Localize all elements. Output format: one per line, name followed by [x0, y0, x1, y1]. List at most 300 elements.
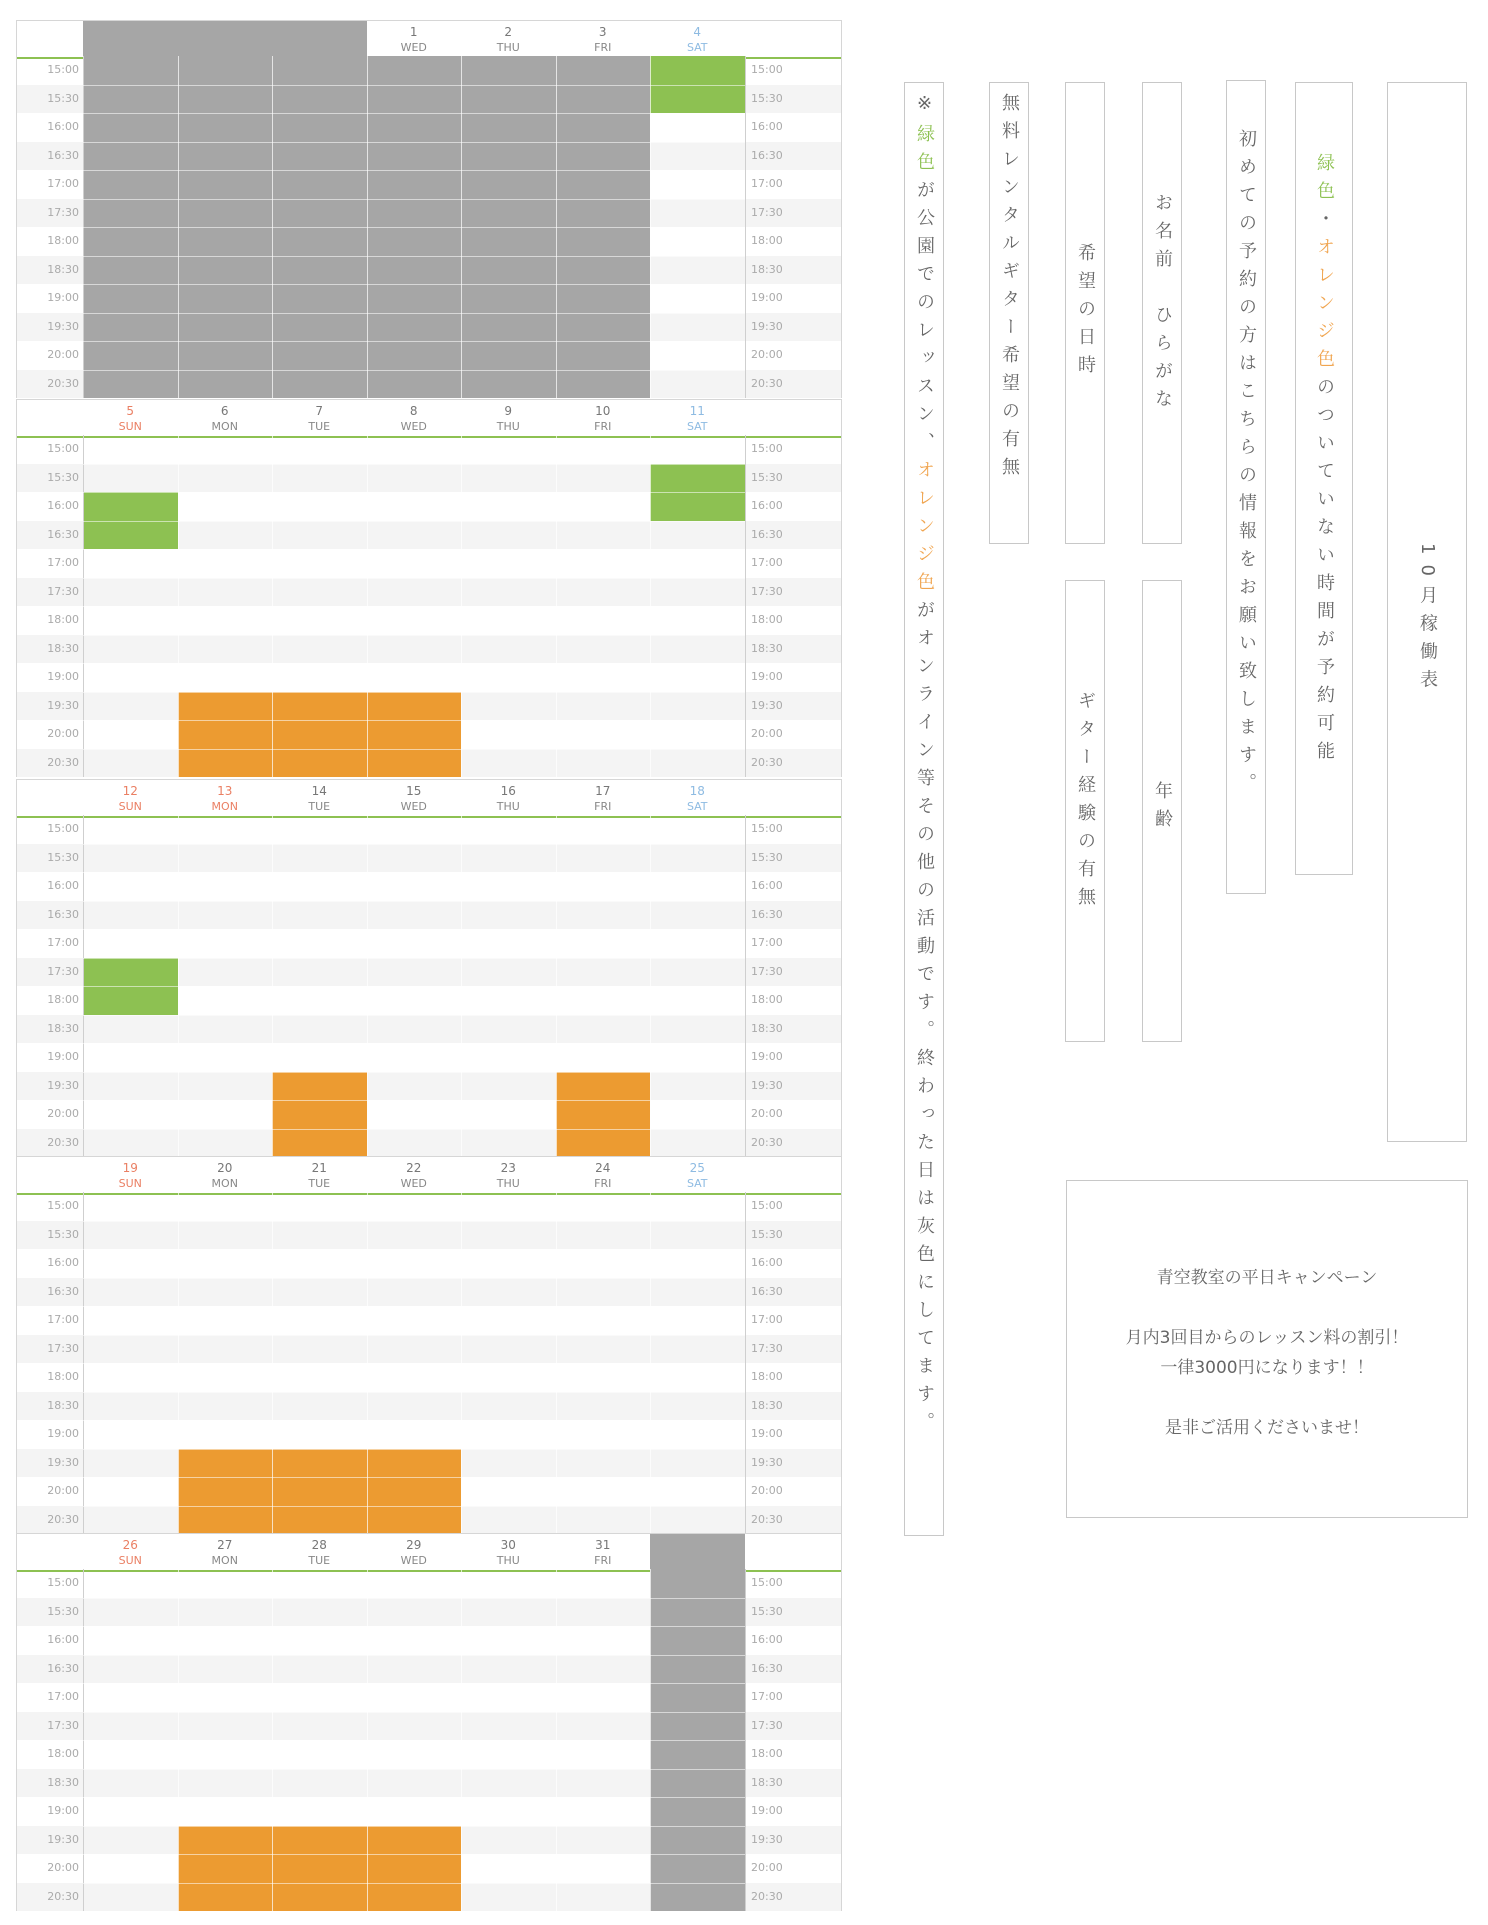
time-label-right: 18:30 — [751, 1398, 783, 1412]
day-name: FRI — [594, 1177, 612, 1190]
time-row — [17, 1015, 841, 1044]
time-label-right: 15:00 — [751, 1576, 783, 1589]
time-row — [17, 606, 841, 635]
time-row — [17, 1129, 841, 1158]
month-title-box — [1387, 82, 1467, 1142]
column-divider — [367, 56, 368, 398]
day-header — [83, 1157, 178, 1193]
column-divider — [178, 56, 179, 398]
day-header — [83, 780, 178, 816]
campaign-line-2: 一律3000円になります！！ — [1160, 1358, 1374, 1378]
time-label-right: 18:00 — [751, 613, 783, 626]
day-header — [556, 400, 651, 436]
column-divider — [461, 815, 462, 1157]
time-label-right: 19:00 — [751, 1427, 783, 1440]
time-row — [17, 872, 841, 901]
column-divider — [650, 815, 651, 1157]
day-number: 4 — [693, 25, 702, 39]
column-divider — [461, 1569, 462, 1911]
day-number: 17 — [595, 784, 611, 798]
day-name: MON — [211, 800, 238, 813]
calendar-week — [16, 399, 842, 777]
online-activity-slot — [367, 1826, 462, 1912]
day-header — [367, 400, 462, 436]
column-divider — [461, 435, 462, 777]
time-label-left: 15:30 — [47, 850, 79, 864]
day-name: SUN — [118, 420, 142, 433]
time-label-right: 17:00 — [751, 1313, 783, 1326]
park-lesson-slot — [83, 492, 178, 549]
time-row — [17, 1192, 841, 1221]
day-name: SUN — [118, 800, 142, 813]
time-label-left: 19:00 — [47, 1427, 79, 1440]
calendar-week — [16, 1156, 842, 1534]
day-header — [556, 21, 651, 57]
time-label-right: 15:00 — [751, 1199, 783, 1212]
day-header — [556, 780, 651, 816]
day-number: 22 — [406, 1161, 422, 1175]
time-label-right: 16:30 — [751, 1284, 783, 1298]
time-row — [17, 901, 841, 930]
column-divider — [650, 1192, 651, 1534]
online-activity-slot — [178, 1449, 273, 1535]
time-label-right: 17:30 — [751, 1718, 783, 1732]
column-divider — [83, 1192, 84, 1534]
time-label-right: 15:00 — [751, 822, 783, 835]
time-label-right: 15:30 — [751, 1604, 783, 1618]
time-label-right: 17:00 — [751, 1690, 783, 1703]
time-row — [17, 1306, 841, 1335]
day-name: MON — [211, 420, 238, 433]
day-number: 30 — [500, 1538, 516, 1552]
week-header — [17, 1156, 841, 1195]
day-number: 26 — [122, 1538, 138, 1552]
time-label-right: 20:30 — [751, 1889, 783, 1903]
column-divider — [461, 56, 462, 398]
unavailable-slot — [461, 56, 556, 398]
column-divider — [83, 815, 84, 1157]
time-label-left: 20:30 — [47, 376, 79, 390]
day-number: 11 — [689, 404, 705, 418]
day-header — [650, 1157, 745, 1193]
time-label-right: 17:00 — [751, 177, 783, 190]
day-header — [367, 1157, 462, 1193]
column-divider — [83, 435, 84, 777]
online-activity-slot — [178, 1826, 273, 1912]
time-label-right: 16:00 — [751, 1633, 783, 1646]
time-label-right: 19:30 — [751, 1832, 783, 1846]
time-label-left: 15:00 — [47, 1199, 79, 1212]
column-divider — [178, 435, 179, 777]
time-label-left: 18:00 — [47, 613, 79, 626]
day-name: WED — [400, 1554, 427, 1567]
time-label-left: 15:30 — [47, 470, 79, 484]
time-label-left: 19:30 — [47, 1455, 79, 1469]
time-label-right: 20:00 — [751, 727, 783, 740]
time-label-left: 16:30 — [47, 907, 79, 921]
day-name: WED — [400, 1177, 427, 1190]
time-label-left: 19:30 — [47, 319, 79, 333]
time-label-right: 15:30 — [751, 91, 783, 105]
column-divider — [272, 1192, 273, 1534]
day-header — [83, 1534, 178, 1570]
column-divider — [650, 56, 651, 398]
time-label-left: 17:30 — [47, 584, 79, 598]
day-header — [461, 1534, 556, 1570]
day-number: 2 — [504, 25, 513, 39]
time-label-left: 16:30 — [47, 148, 79, 162]
day-header — [367, 780, 462, 816]
time-label-left: 16:30 — [47, 1661, 79, 1675]
time-label-right: 20:00 — [751, 1107, 783, 1120]
day-number: 1 — [409, 25, 418, 39]
experience-label: ギター経験の有無 — [1075, 691, 1096, 915]
time-label-left: 15:00 — [47, 63, 79, 76]
time-label-right: 15:30 — [751, 1227, 783, 1241]
time-label-right: 16:00 — [751, 879, 783, 892]
day-name: FRI — [594, 41, 612, 54]
time-label-right: 20:30 — [751, 755, 783, 769]
day-name: WED — [400, 800, 427, 813]
time-label-right: 19:00 — [751, 291, 783, 304]
past-day-header — [272, 21, 367, 57]
day-name: FRI — [594, 420, 612, 433]
week-header — [17, 1533, 841, 1572]
time-row — [17, 663, 841, 692]
day-number: 8 — [409, 404, 418, 418]
day-header — [461, 21, 556, 57]
time-label-right: 18:00 — [751, 234, 783, 247]
day-name: TUE — [308, 1554, 331, 1567]
calendar-week — [16, 20, 842, 398]
time-row — [17, 1335, 841, 1364]
unavailable-slot — [272, 56, 367, 398]
campaign-title: 青空教室の平日キャンペーン — [1156, 1268, 1378, 1288]
age-field-box — [1142, 580, 1182, 1042]
day-number: 18 — [689, 784, 705, 798]
past-day-header — [83, 21, 178, 57]
day-name: SAT — [686, 41, 708, 54]
time-label-right: 17:00 — [751, 556, 783, 569]
time-label-right: 18:00 — [751, 993, 783, 1006]
time-label-right: 19:30 — [751, 319, 783, 333]
park-lesson-slot — [650, 464, 745, 521]
rental-guitar-field-box — [989, 82, 1029, 544]
time-label-left: 20:00 — [47, 1861, 79, 1874]
day-header — [556, 1157, 651, 1193]
day-header — [272, 1157, 367, 1193]
time-row — [17, 635, 841, 664]
day-number: 29 — [406, 1538, 422, 1552]
time-row — [17, 1392, 841, 1421]
unavailable-slot — [83, 56, 178, 398]
rental-guitar-label: 無料レンタルギター希望の有無 — [999, 93, 1020, 485]
day-header — [178, 1157, 273, 1193]
column-divider — [272, 1569, 273, 1911]
day-name: FRI — [594, 800, 612, 813]
time-label-right: 16:30 — [751, 527, 783, 541]
datetime-label: 希望の日時 — [1075, 243, 1096, 383]
time-label-left: 18:00 — [47, 234, 79, 247]
column-divider — [272, 435, 273, 777]
calendar-week — [16, 779, 842, 1157]
day-number: 14 — [311, 784, 327, 798]
time-label-right: 20:00 — [751, 348, 783, 361]
time-label-left: 19:30 — [47, 1078, 79, 1092]
time-label-left: 16:00 — [47, 879, 79, 892]
first-time-note-text: 初めての予約の方はこちらの情報をお願い致します。 — [1236, 129, 1257, 801]
online-activity-slot — [272, 1826, 367, 1912]
column-divider — [745, 435, 746, 777]
day-header — [83, 400, 178, 436]
column-divider — [83, 1569, 84, 1911]
column-divider — [556, 1569, 557, 1911]
day-name: THU — [496, 420, 520, 433]
day-number: 15 — [406, 784, 422, 798]
time-label-left: 16:00 — [47, 1256, 79, 1269]
time-label-left: 15:30 — [47, 1227, 79, 1241]
time-label-left: 18:30 — [47, 641, 79, 655]
column-divider — [272, 815, 273, 1157]
day-name: SUN — [118, 1554, 142, 1567]
time-row — [17, 815, 841, 844]
day-header — [272, 780, 367, 816]
time-label-left: 17:00 — [47, 1313, 79, 1326]
time-label-right: 19:30 — [751, 698, 783, 712]
time-label-left: 18:00 — [47, 993, 79, 1006]
online-activity-slot — [272, 692, 367, 778]
day-number: 28 — [311, 1538, 327, 1552]
time-label-right: 16:30 — [751, 148, 783, 162]
time-row — [17, 844, 841, 873]
day-name: THU — [496, 41, 520, 54]
time-label-right: 16:30 — [751, 1661, 783, 1675]
column-divider — [272, 56, 273, 398]
past-day-header — [178, 21, 273, 57]
time-label-left: 20:30 — [47, 1135, 79, 1149]
time-label-left: 15:00 — [47, 1576, 79, 1589]
day-number: 7 — [315, 404, 324, 418]
time-row — [17, 549, 841, 578]
time-label-right: 16:00 — [751, 1256, 783, 1269]
time-label-right: 17:30 — [751, 964, 783, 978]
time-label-right: 20:00 — [751, 1861, 783, 1874]
time-label-left: 19:00 — [47, 670, 79, 683]
day-number: 19 — [122, 1161, 138, 1175]
time-label-left: 17:00 — [47, 936, 79, 949]
time-row — [17, 1420, 841, 1449]
day-number: 3 — [598, 25, 607, 39]
time-label-left: 19:00 — [47, 1050, 79, 1063]
day-header — [650, 780, 745, 816]
day-number: 9 — [504, 404, 513, 418]
name-field-box — [1142, 82, 1182, 544]
first-time-note-box — [1226, 80, 1266, 894]
time-label-left: 18:30 — [47, 1775, 79, 1789]
column-divider — [461, 1192, 462, 1534]
column-divider — [178, 1569, 179, 1911]
column-divider — [367, 1569, 368, 1911]
day-number: 20 — [217, 1161, 233, 1175]
day-name: MON — [211, 1554, 238, 1567]
day-number: 21 — [311, 1161, 327, 1175]
day-header — [367, 21, 462, 57]
column-divider — [178, 815, 179, 1157]
time-label-left: 19:30 — [47, 1832, 79, 1846]
time-label-right: 17:30 — [751, 1341, 783, 1355]
name-label: お名前 ひらがな — [1152, 193, 1173, 417]
calendar-week — [16, 1533, 842, 1911]
time-label-right: 18:30 — [751, 1775, 783, 1789]
park-lesson-slot — [650, 56, 745, 113]
column-divider — [745, 1569, 746, 1911]
time-label-left: 17:00 — [47, 177, 79, 190]
online-activity-slot — [367, 692, 462, 778]
time-label-right: 20:30 — [751, 1512, 783, 1526]
day-name: TUE — [308, 800, 331, 813]
time-row — [17, 1221, 841, 1250]
time-label-right: 16:30 — [751, 907, 783, 921]
online-activity-slot — [556, 1072, 651, 1158]
day-header — [178, 780, 273, 816]
time-label-left: 19:30 — [47, 698, 79, 712]
time-row — [17, 1100, 841, 1129]
time-label-left: 19:00 — [47, 1804, 79, 1817]
day-number: 23 — [500, 1161, 516, 1175]
online-activity-slot — [367, 1449, 462, 1535]
day-name: SAT — [686, 420, 708, 433]
time-label-right: 20:30 — [751, 1135, 783, 1149]
day-header — [178, 400, 273, 436]
time-label-right: 19:30 — [751, 1078, 783, 1092]
availability-note-text: 緑色・オレンジ色のついていない時間が予約可能 — [1314, 153, 1335, 769]
day-name: SUN — [118, 1177, 142, 1190]
day-header — [461, 780, 556, 816]
day-number: 16 — [500, 784, 516, 798]
day-name: THU — [496, 1554, 520, 1567]
past-day-header — [650, 1534, 745, 1570]
online-activity-slot — [272, 1072, 367, 1158]
time-label-right: 18:30 — [751, 641, 783, 655]
time-label-left: 18:00 — [47, 1747, 79, 1760]
time-label-left: 19:00 — [47, 291, 79, 304]
time-row — [17, 1072, 841, 1101]
column-divider — [745, 56, 746, 398]
column-divider — [650, 1569, 651, 1911]
column-divider — [745, 815, 746, 1157]
legend-note-text: ※緑色が公園でのレッスン、オレンジ色がオンライン等その他の活動です。終わった日は灰色にしてます。 — [914, 93, 935, 1440]
week-header — [17, 20, 841, 59]
time-label-left: 20:00 — [47, 348, 79, 361]
column-divider — [650, 435, 651, 777]
day-name: SAT — [686, 1177, 708, 1190]
time-label-left: 16:00 — [47, 120, 79, 133]
column-divider — [367, 815, 368, 1157]
time-label-left: 17:30 — [47, 205, 79, 219]
time-label-right: 19:00 — [751, 1804, 783, 1817]
day-header — [272, 1534, 367, 1570]
column-divider — [556, 815, 557, 1157]
time-label-right: 18:30 — [751, 1021, 783, 1035]
column-divider — [556, 56, 557, 398]
time-label-right: 20:00 — [751, 1484, 783, 1497]
day-header — [650, 400, 745, 436]
time-row — [17, 578, 841, 607]
column-divider — [556, 1192, 557, 1534]
time-label-right: 19:00 — [751, 670, 783, 683]
week-header — [17, 779, 841, 818]
day-header — [461, 400, 556, 436]
day-name: SAT — [686, 800, 708, 813]
time-label-right: 17:30 — [751, 584, 783, 598]
time-label-right: 17:00 — [751, 936, 783, 949]
campaign-box — [1066, 1180, 1468, 1518]
day-name: WED — [400, 41, 427, 54]
time-label-right: 15:00 — [751, 442, 783, 455]
time-label-left: 18:30 — [47, 262, 79, 276]
column-divider — [556, 435, 557, 777]
availability-note-box — [1295, 82, 1353, 875]
time-label-left: 17:00 — [47, 1690, 79, 1703]
time-row — [17, 929, 841, 958]
time-label-left: 16:30 — [47, 527, 79, 541]
day-number: 13 — [217, 784, 233, 798]
day-number: 25 — [689, 1161, 705, 1175]
day-number: 5 — [126, 404, 135, 418]
month-title: 10月稼働表 — [1417, 543, 1438, 698]
age-label: 年齢 — [1152, 781, 1173, 837]
day-number: 6 — [220, 404, 229, 418]
day-header — [272, 400, 367, 436]
time-label-left: 17:30 — [47, 1341, 79, 1355]
day-number: 12 — [122, 784, 138, 798]
time-label-right: 15:30 — [751, 470, 783, 484]
day-header — [650, 21, 745, 57]
day-name: TUE — [308, 420, 331, 433]
column-divider — [367, 435, 368, 777]
unavailable-slot — [178, 56, 273, 398]
time-label-left: 20:30 — [47, 1512, 79, 1526]
day-number: 27 — [217, 1538, 233, 1552]
time-label-left: 16:00 — [47, 1633, 79, 1646]
unavailable-slot — [556, 56, 651, 398]
time-label-left: 15:00 — [47, 442, 79, 455]
time-label-left: 15:00 — [47, 822, 79, 835]
online-activity-slot — [178, 692, 273, 778]
day-number: 24 — [595, 1161, 611, 1175]
time-label-left: 16:00 — [47, 499, 79, 512]
time-row — [17, 435, 841, 464]
time-label-right: 18:00 — [751, 1747, 783, 1760]
time-label-right: 15:00 — [751, 63, 783, 76]
time-label-left: 18:00 — [47, 1370, 79, 1383]
time-label-right: 18:00 — [751, 1370, 783, 1383]
time-label-left: 17:30 — [47, 1718, 79, 1732]
experience-field-box — [1065, 580, 1105, 1042]
day-header — [556, 1534, 651, 1570]
legend-note-box — [904, 82, 944, 1536]
datetime-field-box — [1065, 82, 1105, 544]
time-label-left: 17:30 — [47, 964, 79, 978]
time-label-right: 17:30 — [751, 205, 783, 219]
time-label-left: 20:00 — [47, 727, 79, 740]
unavailable-slot — [650, 1569, 745, 1911]
day-name: FRI — [594, 1554, 612, 1567]
day-header — [461, 1157, 556, 1193]
time-label-right: 19:00 — [751, 1050, 783, 1063]
day-header — [178, 1534, 273, 1570]
day-name: MON — [211, 1177, 238, 1190]
